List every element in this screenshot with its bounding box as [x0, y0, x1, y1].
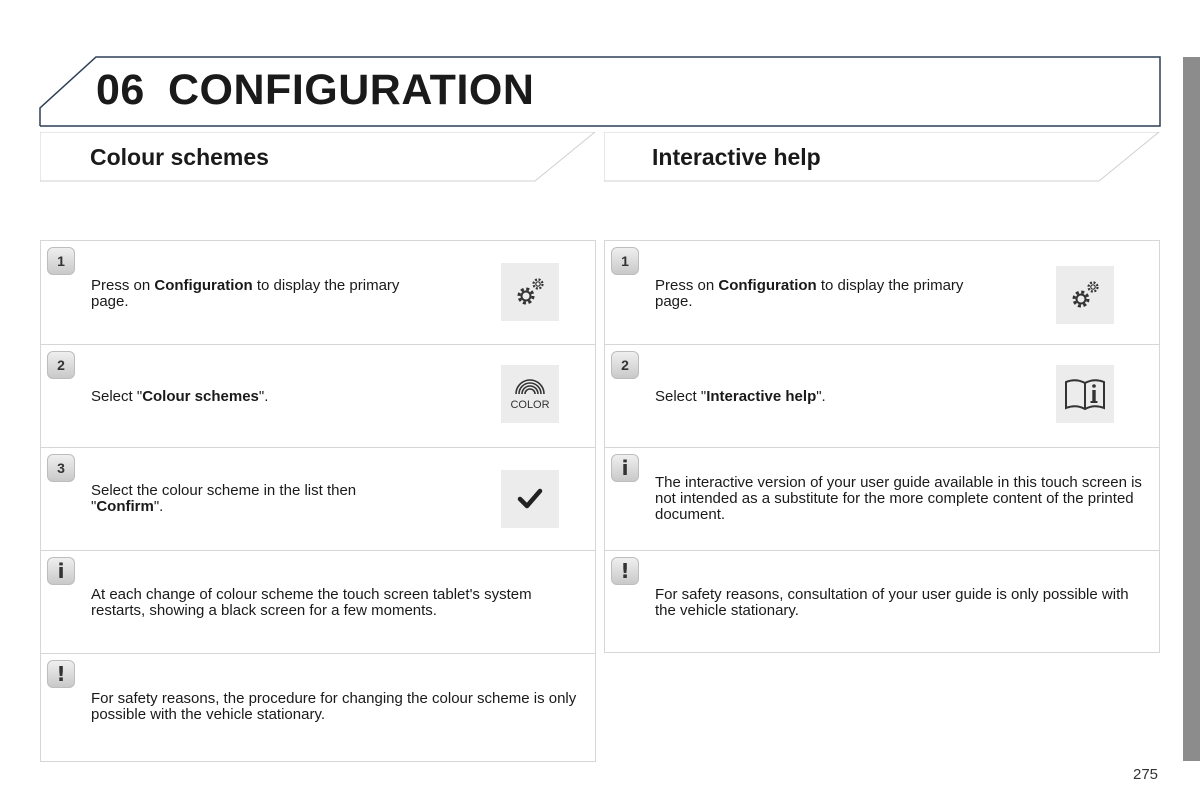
colour-step-2 — [41, 344, 595, 447]
colour-warning-note — [41, 653, 595, 761]
step-text: Press on Configuration to display the primary page. — [91, 277, 400, 310]
step-number-badge: 2 — [47, 351, 75, 379]
page-number: 275 — [1133, 766, 1159, 783]
colour-info-note — [41, 550, 595, 653]
settings-gears-icon — [1056, 266, 1114, 324]
step-number-badge: 3 — [47, 454, 75, 482]
book-info-icon — [1056, 365, 1114, 423]
help-info-note — [605, 447, 1159, 550]
colour-step-1 — [41, 241, 595, 344]
step-text: Select "Colour schemes". — [91, 388, 269, 405]
chapter-title: CONFIGURATION — [168, 66, 535, 114]
interactive-help-heading-box — [604, 132, 1160, 182]
note-text: For safety reasons, consultation of your user guide is only possible with the vehicle stationary. — [655, 586, 1129, 619]
warning-icon: ! — [47, 660, 75, 688]
info-icon: i — [611, 454, 639, 482]
note-text: At each change of colour scheme the touch screen tablet's system restarts, showing a black screen for a few moments. — [91, 586, 532, 619]
help-step-2 — [605, 344, 1159, 447]
colour-schemes-heading: Colour schemes — [90, 144, 269, 170]
step-text: Press on Configuration to display the primary page. — [655, 277, 964, 310]
colour-step-3 — [41, 447, 595, 550]
interactive-help-heading: Interactive help — [652, 144, 821, 170]
warning-icon: ! — [611, 557, 639, 585]
colour-schemes-panel — [40, 240, 596, 762]
step-number-badge: 1 — [47, 247, 75, 275]
svg-text:COLOR: COLOR — [510, 399, 550, 411]
help-step-1 — [605, 241, 1159, 344]
colour-schemes-heading-box — [40, 132, 596, 182]
step-text: Select the colour scheme in the list then "Confirm". — [91, 482, 357, 515]
note-text: The interactive version of your user guide available in this touch screen is not intended as a substitute for the more complete content of the printed document. — [655, 474, 1142, 523]
color-rainbow-icon — [501, 365, 559, 423]
step-text: Select "Interactive help". — [655, 388, 826, 405]
chapter-side-tab — [1183, 57, 1200, 761]
note-text: For safety reasons, the procedure for changing the colour scheme is only possible with the vehicle stationary. — [91, 690, 577, 723]
interactive-help-panel — [604, 240, 1160, 653]
help-warning-note — [605, 550, 1159, 652]
settings-gears-icon — [501, 263, 559, 321]
check-icon — [501, 470, 559, 528]
chapter-header — [0, 0, 1200, 135]
step-number-badge: 2 — [611, 351, 639, 379]
chapter-number: 06 — [96, 66, 145, 114]
info-icon: i — [47, 557, 75, 585]
step-number-badge: 1 — [611, 247, 639, 275]
